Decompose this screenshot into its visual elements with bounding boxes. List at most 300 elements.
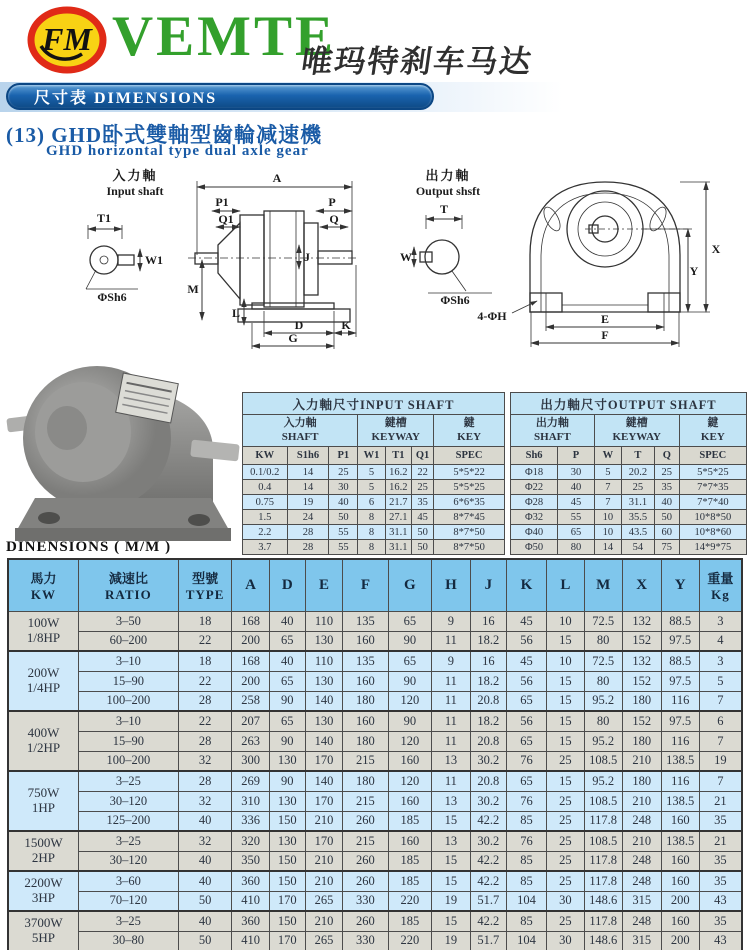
column-group-header: 鍵槽 KEYWAY (594, 415, 679, 447)
table-cell: 80 (584, 671, 622, 691)
table-cell: 50 (329, 510, 358, 525)
table-cell: 30 (547, 931, 584, 950)
table-cell: 50 (178, 891, 232, 911)
table-row (243, 495, 505, 510)
table-row (8, 751, 742, 771)
table-cell: 10*8*50 (679, 510, 746, 525)
table-cell: 185 (388, 811, 431, 831)
table-cell: 35 (699, 871, 742, 891)
table-cell: 24 (287, 510, 329, 525)
table-cell: 210 (305, 871, 342, 891)
table-cell: 5 (594, 465, 621, 480)
table-cell: 108.5 (584, 831, 622, 851)
table-cell: 19 (699, 751, 742, 771)
dim-label-4phih: 4-ΦH (477, 309, 507, 323)
table-cell: 200 (661, 891, 699, 911)
table-cell: 95.2 (584, 691, 622, 711)
table-cell: 30 (329, 480, 358, 495)
table-cell: 116 (661, 731, 699, 751)
table-cell: 200 (661, 931, 699, 950)
table-row (8, 811, 742, 831)
column-header: T (621, 447, 654, 465)
output-inset-title-en: Output shsft (415, 184, 481, 198)
table-cell: 15 (547, 671, 584, 691)
output-shaft-table (510, 392, 747, 555)
table-cell: 15 (431, 851, 470, 871)
table-cell: 132 (622, 651, 661, 671)
column-header: A (232, 559, 269, 611)
table-cell: 150 (269, 851, 305, 871)
table-cell: 9 (431, 611, 470, 631)
table-cell: 21 (699, 831, 742, 851)
dim-label-a: A (272, 171, 282, 185)
table-cell: 7 (594, 495, 621, 510)
power-group-label: 3700W 5HP (8, 911, 78, 950)
table-row (511, 495, 747, 510)
table-cell: 170 (305, 751, 342, 771)
table-cell: 135 (343, 611, 389, 631)
table-cell: 15 (547, 711, 584, 731)
power-group-label: 400W 1/2HP (8, 711, 78, 771)
table-cell: 45 (411, 510, 433, 525)
ratio-cell: 30–80 (78, 931, 178, 950)
table-cell: 8 (358, 540, 386, 555)
table-cell: 40 (558, 480, 595, 495)
table-cell: 152 (622, 671, 661, 691)
dim-label-q1: Q1 (218, 212, 234, 226)
column-group-row (511, 415, 747, 447)
dim-label-j: J (304, 250, 310, 264)
table-cell: 265 (305, 891, 342, 911)
table-cell: 85 (506, 871, 546, 891)
table-cell: 60 (654, 525, 679, 540)
table-cell: 10*8*60 (679, 525, 746, 540)
table-cell: 170 (269, 891, 305, 911)
column-header: F (343, 559, 389, 611)
table-cell: 265 (305, 931, 342, 950)
table-cell: 248 (622, 871, 661, 891)
table-cell: 320 (232, 831, 269, 851)
table-cell: 90 (269, 691, 305, 711)
table-cell: 5 (699, 671, 742, 691)
table-cell: 117.8 (584, 811, 622, 831)
table-cell: 65 (388, 611, 431, 631)
power-group-label: 2200W 3HP (8, 871, 78, 911)
column-header: M (584, 559, 622, 611)
table-cell: 76 (506, 831, 546, 851)
table-cell: 16.2 (385, 465, 411, 480)
table-row (243, 540, 505, 555)
table-cell: 160 (343, 631, 389, 651)
dim-label-l: L (231, 306, 241, 320)
table-cell: 0.75 (243, 495, 288, 510)
table-cell: 120 (388, 771, 431, 791)
column-header: Q1 (411, 447, 433, 465)
table-row (8, 771, 742, 791)
table-cell: 42.2 (470, 911, 506, 931)
table-cell: 248 (622, 851, 661, 871)
input-shaft-inset (86, 168, 164, 304)
dim-label-x: X (711, 242, 721, 256)
table-cell: 132 (622, 611, 661, 631)
dim-label-m: M (187, 282, 199, 296)
table-cell: 90 (269, 731, 305, 751)
dim-label-phish6-input: ΦSh6 (97, 290, 127, 304)
table-cell: 19 (431, 931, 470, 950)
table-cell: 85 (506, 811, 546, 831)
table-cell: 35 (654, 480, 679, 495)
table-cell: 45 (506, 651, 546, 671)
dim-label-t1: T1 (96, 211, 112, 225)
column-header: 型號 TYPE (178, 559, 232, 611)
main-table-header-row (8, 559, 742, 611)
table-cell: 9 (431, 651, 470, 671)
table-cell: 14 (594, 540, 621, 555)
column-group-header: 鍵 KEY (679, 415, 746, 447)
table-cell: 32 (178, 751, 232, 771)
banner-label: 尺寸表 DIMENSIONS (34, 90, 218, 107)
table-cell: 117.8 (584, 871, 622, 891)
table-cell: 43 (699, 891, 742, 911)
table-cell: 130 (305, 631, 342, 651)
table-cell: 330 (343, 931, 389, 950)
table-cell: 108.5 (584, 791, 622, 811)
table-cell: 30.2 (470, 831, 506, 851)
table-cell: 40 (269, 651, 305, 671)
table-cell: 20.8 (470, 771, 506, 791)
table-cell: 170 (269, 931, 305, 950)
table-cell: 15 (431, 811, 470, 831)
table-cell: 45 (506, 611, 546, 631)
table-cell: 65 (269, 631, 305, 651)
table-cell: 21 (699, 791, 742, 811)
table-cell: 28 (178, 691, 232, 711)
table-cell: 160 (388, 791, 431, 811)
column-header: Q (654, 447, 679, 465)
table-cell: 30 (547, 891, 584, 911)
table-cell: 10 (594, 510, 621, 525)
table-cell: 148.6 (584, 931, 622, 950)
table-cell: 117.8 (584, 911, 622, 931)
table-cell: 40 (178, 811, 232, 831)
column-header: P (558, 447, 595, 465)
table-cell: 35 (699, 811, 742, 831)
table-cell: 248 (622, 911, 661, 931)
table-cell: 8 (358, 525, 386, 540)
table-cell: 248 (622, 811, 661, 831)
table-cell: 138.5 (661, 751, 699, 771)
table-cell: 3 (699, 651, 742, 671)
table-cell: 3.7 (243, 540, 288, 555)
table-cell: 130 (269, 751, 305, 771)
table-cell: 10 (594, 525, 621, 540)
table-cell: 35 (411, 495, 433, 510)
column-header-row (243, 447, 505, 465)
table-row (8, 611, 742, 631)
table-cell: 50 (411, 540, 433, 555)
table-cell: 260 (343, 871, 389, 891)
input-inset-title-cn: 入力軸 (112, 168, 158, 183)
table-cell: 210 (305, 851, 342, 871)
table-cell: 5*5*22 (434, 465, 505, 480)
table-cell: 7 (699, 731, 742, 751)
table-cell: 85 (506, 851, 546, 871)
table-cell: 18.2 (470, 711, 506, 731)
table-cell: 10 (547, 611, 584, 631)
table-cell: 14 (287, 465, 329, 480)
column-header: W1 (358, 447, 386, 465)
table-cell: 260 (343, 851, 389, 871)
table-cell: 269 (232, 771, 269, 791)
table-cell: Φ28 (511, 495, 558, 510)
table-cell: 35.5 (621, 510, 654, 525)
table-row (511, 510, 747, 525)
table-row (8, 831, 742, 851)
table-cell: 56 (506, 631, 546, 651)
column-header: 重量 Kg (699, 559, 742, 611)
table-cell: 10 (547, 651, 584, 671)
table-cell: 6 (699, 711, 742, 731)
table-row (8, 691, 742, 711)
table-cell: Φ40 (511, 525, 558, 540)
table-cell: 42.2 (470, 811, 506, 831)
table-cell: 138.5 (661, 831, 699, 851)
table-cell: 51.7 (470, 891, 506, 911)
column-group-header: 出力軸 SHAFT (511, 415, 595, 447)
table-cell: 185 (388, 851, 431, 871)
table-row (243, 480, 505, 495)
table-cell: 15 (547, 631, 584, 651)
table-cell: 28 (287, 525, 329, 540)
table-cell: 11 (431, 631, 470, 651)
column-header: SPEC (679, 447, 746, 465)
table-cell: 54 (621, 540, 654, 555)
table-cell: 25 (547, 871, 584, 891)
table-cell: 130 (269, 791, 305, 811)
table-cell: 200 (232, 671, 269, 691)
dim-label-q: Q (329, 212, 339, 226)
table-cell: 72.5 (584, 611, 622, 631)
table-cell: 160 (388, 831, 431, 851)
table-cell: 110 (305, 651, 342, 671)
table-cell: 97.5 (661, 711, 699, 731)
table-cell: 13 (431, 751, 470, 771)
table-cell: 5 (358, 480, 386, 495)
ratio-cell: 30–120 (78, 851, 178, 871)
page-subtitle: GHD horizontal type dual axle gear (46, 143, 309, 159)
table-cell: 160 (661, 811, 699, 831)
table-cell: 104 (506, 931, 546, 950)
table-row (511, 465, 747, 480)
table-cell: 55 (558, 510, 595, 525)
ratio-cell: 3–10 (78, 651, 178, 671)
table-cell: 28 (287, 540, 329, 555)
table-cell: 65 (269, 711, 305, 731)
output-table-title: 出力軸尺寸OUTPUT SHAFT (511, 393, 747, 415)
column-header: Y (661, 559, 699, 611)
table-cell: 80 (584, 711, 622, 731)
table-cell: 152 (622, 711, 661, 731)
table-cell: 6*6*35 (434, 495, 505, 510)
table-cell: 16.2 (385, 480, 411, 495)
table-cell: 28 (178, 731, 232, 751)
table-row (8, 911, 742, 931)
table-cell: 90 (388, 711, 431, 731)
table-cell: 22 (178, 631, 232, 651)
table-cell: 260 (343, 911, 389, 931)
table-cell: 18 (178, 611, 232, 631)
ratio-cell: 15–90 (78, 731, 178, 751)
table-cell: 263 (232, 731, 269, 751)
dim-label-y: Y (689, 264, 699, 278)
table-cell: 40 (178, 911, 232, 931)
table-cell: 0.1/0.2 (243, 465, 288, 480)
table-row (511, 540, 747, 555)
table-cell: 35 (699, 911, 742, 931)
table-cell: 5 (358, 465, 386, 480)
table-cell: 0.4 (243, 480, 288, 495)
table-cell: 180 (343, 771, 389, 791)
column-group-header: 鍵槽 KEYWAY (358, 415, 434, 447)
table-cell: 160 (661, 911, 699, 931)
side-view-drawing (187, 171, 358, 349)
table-cell: 6 (358, 495, 386, 510)
table-cell: 32 (178, 791, 232, 811)
column-header: G (388, 559, 431, 611)
table-cell: 110 (305, 611, 342, 631)
table-cell: 65 (506, 731, 546, 751)
table-cell: 2.2 (243, 525, 288, 540)
table-cell: 160 (388, 751, 431, 771)
table-cell: 18 (178, 651, 232, 671)
table-cell: 25 (547, 831, 584, 851)
table-row (243, 510, 505, 525)
table-cell: 7 (699, 691, 742, 711)
table-cell: 170 (305, 831, 342, 851)
table-row (243, 525, 505, 540)
table-cell: 19 (287, 495, 329, 510)
table-cell: 15 (547, 691, 584, 711)
column-header: 減速比 RATIO (78, 559, 178, 611)
main-dimensions-table (7, 558, 743, 950)
table-cell: 330 (343, 891, 389, 911)
table-cell: 210 (622, 831, 661, 851)
table-cell: 16 (470, 651, 506, 671)
table-cell: 65 (558, 525, 595, 540)
column-group-header: 鍵 KEY (434, 415, 505, 447)
table-cell: 95.2 (584, 731, 622, 751)
table-cell: 85 (506, 911, 546, 931)
ratio-cell: 125–200 (78, 811, 178, 831)
table-cell: 20.2 (621, 465, 654, 480)
table-cell: 18.2 (470, 671, 506, 691)
ratio-cell: 3–50 (78, 611, 178, 631)
table-cell: 40 (654, 495, 679, 510)
table-cell: 40 (329, 495, 358, 510)
table-cell: 15 (431, 871, 470, 891)
table-cell: 30 (558, 465, 595, 480)
table-cell: 31.1 (621, 495, 654, 510)
table-cell: 4 (699, 631, 742, 651)
table-cell: 150 (269, 871, 305, 891)
ratio-cell: 15–90 (78, 671, 178, 691)
table-cell: 13 (431, 791, 470, 811)
table-cell: 148.6 (584, 891, 622, 911)
table-cell: 7 (594, 480, 621, 495)
table-cell: 88.5 (661, 651, 699, 671)
table-cell: 15 (431, 911, 470, 931)
table-cell: 40 (269, 611, 305, 631)
table-cell: 185 (388, 911, 431, 931)
table-cell: 45 (558, 495, 595, 510)
table-cell: 50 (411, 525, 433, 540)
ratio-cell: 100–200 (78, 691, 178, 711)
ratio-cell: 3–25 (78, 831, 178, 851)
table-cell: 8*7*50 (434, 525, 505, 540)
table-cell: 300 (232, 751, 269, 771)
table-cell: 22 (411, 465, 433, 480)
table-cell: 55 (329, 540, 358, 555)
table-cell: Φ50 (511, 540, 558, 555)
column-header: H (431, 559, 470, 611)
table-row (8, 651, 742, 671)
table-cell: 90 (269, 771, 305, 791)
ratio-cell: 70–120 (78, 891, 178, 911)
table-row (511, 480, 747, 495)
brand-name-chinese: 唯玛特刹车马达 (299, 44, 536, 79)
column-header: T1 (385, 447, 411, 465)
column-header: L (547, 559, 584, 611)
table-cell: 50 (654, 510, 679, 525)
table-cell: 120 (388, 691, 431, 711)
dim-label-f: F (601, 328, 609, 342)
table-cell: 21.7 (385, 495, 411, 510)
table-cell: 215 (343, 791, 389, 811)
table-cell: Φ32 (511, 510, 558, 525)
table-row (8, 871, 742, 891)
column-header: S1h6 (287, 447, 329, 465)
table-cell: 210 (622, 791, 661, 811)
table-cell: 8*7*50 (434, 540, 505, 555)
table-cell: 20.8 (470, 691, 506, 711)
table-cell: 170 (305, 791, 342, 811)
table-cell: 22 (178, 711, 232, 731)
table-cell: 7*7*40 (679, 495, 746, 510)
table-cell: 180 (622, 731, 661, 751)
table-cell: 215 (343, 751, 389, 771)
table-cell: 180 (622, 691, 661, 711)
table-cell: 140 (305, 771, 342, 791)
column-header: E (305, 559, 342, 611)
ratio-cell: 30–120 (78, 791, 178, 811)
table-cell: 65 (388, 651, 431, 671)
table-cell: 120 (388, 731, 431, 751)
table-row (8, 851, 742, 871)
product-photo (5, 350, 240, 545)
table-cell: 31.1 (385, 525, 411, 540)
table-cell: 65 (506, 691, 546, 711)
table-cell: 11 (431, 671, 470, 691)
table-cell: 117.8 (584, 851, 622, 871)
table-cell: 56 (506, 671, 546, 691)
table-cell: 220 (388, 931, 431, 950)
table-cell: Φ18 (511, 465, 558, 480)
table-row (8, 891, 742, 911)
table-cell: 7*7*35 (679, 480, 746, 495)
table-cell: 14 (287, 480, 329, 495)
table-cell: 5*5*25 (434, 480, 505, 495)
column-header: X (622, 559, 661, 611)
